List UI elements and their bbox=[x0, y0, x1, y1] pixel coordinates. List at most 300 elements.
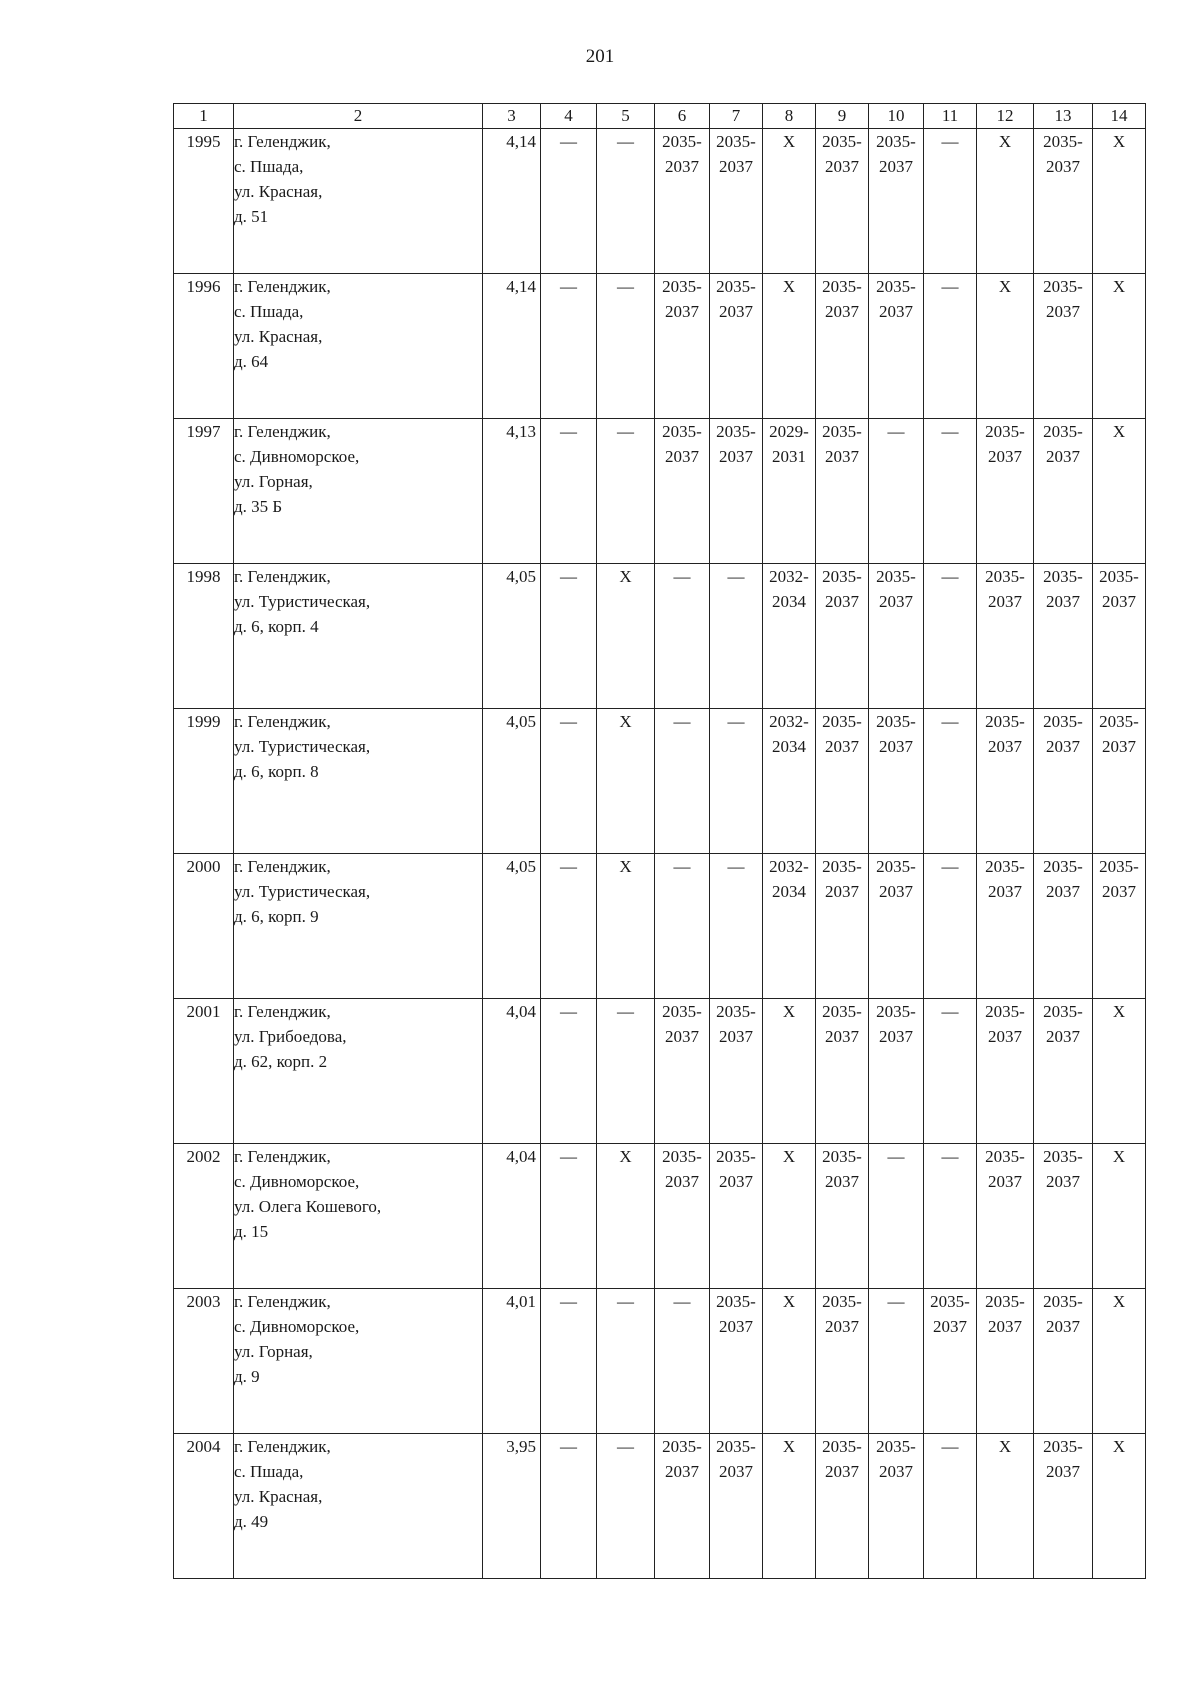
period-text: 2035- bbox=[985, 1292, 1025, 1311]
dash-mark: — bbox=[941, 1002, 959, 1021]
column-header: 2 bbox=[234, 104, 483, 129]
period-text: 2037 bbox=[988, 882, 1022, 901]
column-header: 7 bbox=[710, 104, 763, 129]
period-text: 2035- bbox=[1043, 1002, 1083, 1021]
period-text: 2035- bbox=[662, 422, 702, 441]
period-text: 2035- bbox=[716, 1002, 756, 1021]
row-number: 1998 bbox=[174, 564, 234, 709]
period-cell bbox=[541, 129, 597, 274]
period-cell bbox=[541, 1144, 597, 1289]
address-line: с. Дивноморское, bbox=[234, 447, 360, 466]
period-cell bbox=[710, 419, 763, 564]
column-header: 9 bbox=[816, 104, 869, 129]
table-row bbox=[174, 274, 1146, 419]
period-text: 2035- bbox=[662, 1437, 702, 1456]
dash-mark: — bbox=[560, 132, 577, 151]
value-cell: 4,14 bbox=[483, 274, 541, 419]
period-text: 2037 bbox=[825, 882, 859, 901]
period-cell bbox=[541, 854, 597, 999]
address-line: ул. Красная, bbox=[234, 327, 323, 346]
period-text: 2035- bbox=[876, 277, 916, 296]
dash-mark: — bbox=[617, 1002, 634, 1021]
period-text: 2035- bbox=[1043, 422, 1083, 441]
period-text: 2035- bbox=[822, 1147, 862, 1166]
dash-mark: — bbox=[560, 712, 577, 731]
period-cell bbox=[655, 1289, 710, 1434]
period-cell bbox=[816, 999, 869, 1144]
period-text: 2037 bbox=[719, 1317, 753, 1336]
period-text: 2037 bbox=[825, 1317, 859, 1336]
period-cell bbox=[597, 274, 655, 419]
period-cell bbox=[597, 419, 655, 564]
address-cell bbox=[234, 1144, 483, 1289]
address-line: с. Пшада, bbox=[234, 302, 304, 321]
period-cell bbox=[710, 854, 763, 999]
period-cell bbox=[655, 1144, 710, 1289]
value-cell: 4,04 bbox=[483, 999, 541, 1144]
period-text: 2037 bbox=[1046, 737, 1080, 756]
period-cell bbox=[763, 1289, 816, 1434]
period-cell bbox=[1034, 1434, 1093, 1579]
period-text: 2035- bbox=[876, 857, 916, 876]
period-text: 2032- bbox=[769, 857, 809, 876]
address-line: д. 35 Б bbox=[234, 497, 283, 516]
address-cell bbox=[234, 999, 483, 1144]
period-text: 2035- bbox=[822, 712, 862, 731]
period-cell bbox=[924, 419, 977, 564]
dash-mark: — bbox=[727, 712, 745, 731]
address-cell bbox=[234, 709, 483, 854]
period-cell bbox=[597, 1434, 655, 1579]
dash-mark: — bbox=[673, 712, 691, 731]
period-cell bbox=[924, 1144, 977, 1289]
table-row bbox=[174, 129, 1146, 274]
period-cell bbox=[869, 709, 924, 854]
x-mark: X bbox=[782, 1437, 796, 1456]
column-header: 14 bbox=[1093, 104, 1146, 129]
address-line: д. 64 bbox=[234, 352, 269, 371]
period-cell bbox=[977, 854, 1034, 999]
address-line: г. Геленджик, bbox=[234, 277, 331, 296]
address-cell bbox=[234, 129, 483, 274]
period-cell bbox=[1034, 274, 1093, 419]
period-text: 2035- bbox=[716, 132, 756, 151]
dash-mark: — bbox=[727, 567, 745, 586]
period-cell bbox=[763, 709, 816, 854]
period-cell bbox=[1034, 1289, 1093, 1434]
column-header: 3 bbox=[483, 104, 541, 129]
address-line: ул. Туристическая, bbox=[234, 592, 371, 611]
period-cell bbox=[1034, 854, 1093, 999]
period-text: 2037 bbox=[1102, 737, 1136, 756]
period-text: 2034 bbox=[772, 592, 806, 611]
dash-mark: — bbox=[560, 277, 577, 296]
period-cell bbox=[924, 564, 977, 709]
period-cell bbox=[763, 999, 816, 1144]
period-cell bbox=[1034, 129, 1093, 274]
period-text: 2037 bbox=[988, 447, 1022, 466]
period-text: 2037 bbox=[1046, 302, 1080, 321]
period-text: 2037 bbox=[825, 737, 859, 756]
dash-mark: — bbox=[941, 1437, 959, 1456]
period-text: 2037 bbox=[825, 302, 859, 321]
dash-mark: — bbox=[560, 1437, 577, 1456]
x-mark: X bbox=[1112, 1292, 1126, 1311]
period-text: 2035- bbox=[822, 1292, 862, 1311]
period-text: 2035- bbox=[822, 857, 862, 876]
period-cell bbox=[869, 1289, 924, 1434]
period-text: 2035- bbox=[985, 1147, 1025, 1166]
period-cell bbox=[869, 854, 924, 999]
address-line: ул. Туристическая, bbox=[234, 882, 371, 901]
period-cell bbox=[597, 564, 655, 709]
dash-mark: — bbox=[560, 1292, 577, 1311]
period-cell bbox=[869, 274, 924, 419]
period-text: 2035- bbox=[1043, 1292, 1083, 1311]
period-cell bbox=[924, 1434, 977, 1579]
period-text: 2035- bbox=[876, 1002, 916, 1021]
registry-table bbox=[173, 103, 1146, 1579]
period-cell bbox=[816, 274, 869, 419]
header-row bbox=[174, 104, 1146, 129]
period-text: 2037 bbox=[879, 1462, 913, 1481]
period-text: 2037 bbox=[1046, 882, 1080, 901]
period-text: 2035- bbox=[662, 1147, 702, 1166]
x-mark: X bbox=[782, 1292, 796, 1311]
address-line: д. 49 bbox=[234, 1512, 269, 1531]
period-text: 2035- bbox=[1043, 567, 1083, 586]
period-cell bbox=[763, 274, 816, 419]
period-text: 2029- bbox=[769, 422, 809, 441]
period-cell bbox=[710, 1144, 763, 1289]
dash-mark: — bbox=[560, 567, 577, 586]
period-cell bbox=[763, 419, 816, 564]
address-line: с. Пшада, bbox=[234, 157, 304, 176]
x-mark: X bbox=[1112, 132, 1126, 151]
period-text: 2037 bbox=[665, 157, 699, 176]
address-line: с. Дивноморское, bbox=[234, 1317, 360, 1336]
period-text: 2035- bbox=[876, 712, 916, 731]
column-header: 12 bbox=[977, 104, 1034, 129]
period-cell bbox=[816, 419, 869, 564]
period-text: 2035- bbox=[716, 1437, 756, 1456]
dash-mark: — bbox=[617, 132, 634, 151]
period-cell bbox=[763, 1434, 816, 1579]
period-cell bbox=[1034, 1144, 1093, 1289]
table-row bbox=[174, 709, 1146, 854]
period-cell bbox=[710, 274, 763, 419]
period-cell bbox=[597, 1289, 655, 1434]
period-text: 2035- bbox=[1043, 277, 1083, 296]
dash-mark: — bbox=[941, 132, 959, 151]
period-text: 2037 bbox=[719, 1027, 753, 1046]
period-cell bbox=[655, 854, 710, 999]
dash-mark: — bbox=[560, 1147, 577, 1166]
address-line: д. 15 bbox=[234, 1222, 269, 1241]
period-text: 2035- bbox=[716, 1147, 756, 1166]
period-text: 2035- bbox=[1043, 1147, 1083, 1166]
period-cell bbox=[816, 129, 869, 274]
period-cell bbox=[869, 419, 924, 564]
period-text: 2037 bbox=[719, 447, 753, 466]
period-text: 2037 bbox=[665, 447, 699, 466]
period-cell bbox=[541, 419, 597, 564]
table-row bbox=[174, 1289, 1146, 1434]
dash-mark: — bbox=[617, 1292, 634, 1311]
period-cell bbox=[1093, 709, 1146, 854]
period-text: 2037 bbox=[988, 1027, 1022, 1046]
period-cell bbox=[869, 564, 924, 709]
period-text: 2035- bbox=[876, 132, 916, 151]
address-cell bbox=[234, 854, 483, 999]
period-text: 2035- bbox=[930, 1292, 970, 1311]
period-cell bbox=[710, 999, 763, 1144]
x-mark: X bbox=[1112, 277, 1126, 296]
period-cell bbox=[977, 1289, 1034, 1434]
period-cell bbox=[541, 709, 597, 854]
address-line: д. 9 bbox=[234, 1367, 260, 1386]
period-cell bbox=[541, 1434, 597, 1579]
dash-mark: — bbox=[560, 1002, 577, 1021]
period-cell bbox=[1093, 1144, 1146, 1289]
row-number: 1995 bbox=[174, 129, 234, 274]
dash-mark: — bbox=[617, 422, 634, 441]
period-text: 2032- bbox=[769, 567, 809, 586]
address-line: г. Геленджик, bbox=[234, 132, 331, 151]
dash-mark: — bbox=[673, 857, 691, 876]
period-cell bbox=[977, 564, 1034, 709]
period-cell bbox=[924, 274, 977, 419]
x-mark: X bbox=[998, 132, 1012, 151]
period-cell bbox=[710, 709, 763, 854]
row-number: 1996 bbox=[174, 274, 234, 419]
address-line: ул. Горная, bbox=[234, 472, 313, 491]
address-line: д. 6, корп. 4 bbox=[234, 617, 319, 636]
period-cell bbox=[541, 564, 597, 709]
dash-mark: — bbox=[941, 277, 959, 296]
address-line: д. 62, корп. 2 bbox=[234, 1052, 328, 1071]
period-cell bbox=[924, 709, 977, 854]
period-text: 2035- bbox=[1043, 1437, 1083, 1456]
table-row bbox=[174, 564, 1146, 709]
value-cell: 4,01 bbox=[483, 1289, 541, 1434]
dash-mark: — bbox=[560, 422, 577, 441]
period-text: 2037 bbox=[825, 1462, 859, 1481]
period-text: 2037 bbox=[879, 157, 913, 176]
period-cell bbox=[869, 1434, 924, 1579]
x-mark: X bbox=[998, 1437, 1012, 1456]
period-cell bbox=[977, 419, 1034, 564]
period-cell bbox=[924, 854, 977, 999]
column-header: 10 bbox=[869, 104, 924, 129]
period-cell bbox=[597, 999, 655, 1144]
address-line: г. Геленджик, bbox=[234, 567, 331, 586]
period-text: 2037 bbox=[1046, 1172, 1080, 1191]
period-cell bbox=[1093, 274, 1146, 419]
period-text: 2037 bbox=[1102, 882, 1136, 901]
period-text: 2037 bbox=[1046, 1027, 1080, 1046]
period-text: 2035- bbox=[1099, 567, 1139, 586]
x-mark: X bbox=[782, 132, 796, 151]
period-text: 2035- bbox=[822, 567, 862, 586]
period-text: 2035- bbox=[662, 277, 702, 296]
address-cell bbox=[234, 564, 483, 709]
address-line: ул. Красная, bbox=[234, 182, 323, 201]
dash-mark: — bbox=[673, 1292, 691, 1311]
address-cell bbox=[234, 274, 483, 419]
dash-mark: — bbox=[617, 1437, 634, 1456]
period-text: 2037 bbox=[719, 302, 753, 321]
period-text: 2037 bbox=[933, 1317, 967, 1336]
period-text: 2037 bbox=[719, 157, 753, 176]
period-text: 2037 bbox=[825, 1172, 859, 1191]
dash-mark: — bbox=[673, 567, 691, 586]
period-cell bbox=[710, 129, 763, 274]
x-mark: X bbox=[998, 277, 1012, 296]
period-text: 2035- bbox=[822, 132, 862, 151]
period-cell bbox=[541, 1289, 597, 1434]
period-text: 2037 bbox=[988, 1172, 1022, 1191]
period-cell bbox=[1034, 999, 1093, 1144]
period-cell bbox=[816, 1144, 869, 1289]
value-cell: 4,05 bbox=[483, 709, 541, 854]
period-cell bbox=[816, 564, 869, 709]
period-text: 2035- bbox=[716, 422, 756, 441]
address-line: ул. Олега Кошевого, bbox=[234, 1197, 382, 1216]
period-cell bbox=[1093, 1434, 1146, 1579]
column-header: 6 bbox=[655, 104, 710, 129]
period-cell bbox=[655, 1434, 710, 1579]
table-row bbox=[174, 419, 1146, 564]
period-cell bbox=[924, 999, 977, 1144]
period-text: 2037 bbox=[665, 1027, 699, 1046]
period-text: 2037 bbox=[879, 1027, 913, 1046]
period-text: 2037 bbox=[1046, 157, 1080, 176]
period-cell bbox=[1093, 419, 1146, 564]
address-cell bbox=[234, 1289, 483, 1434]
period-text: 2034 bbox=[772, 882, 806, 901]
value-cell: 3,95 bbox=[483, 1434, 541, 1579]
period-text: 2035- bbox=[822, 422, 862, 441]
row-number: 2002 bbox=[174, 1144, 234, 1289]
row-number: 1999 bbox=[174, 709, 234, 854]
dash-mark: — bbox=[887, 422, 905, 441]
dash-mark: — bbox=[727, 857, 745, 876]
period-cell bbox=[655, 564, 710, 709]
column-header: 1 bbox=[174, 104, 234, 129]
period-text: 2035- bbox=[822, 1002, 862, 1021]
period-cell bbox=[710, 1434, 763, 1579]
period-cell bbox=[597, 1144, 655, 1289]
period-text: 2035- bbox=[662, 132, 702, 151]
dash-mark: — bbox=[941, 857, 959, 876]
period-text: 2035- bbox=[662, 1002, 702, 1021]
period-cell bbox=[655, 129, 710, 274]
table-row bbox=[174, 1434, 1146, 1579]
value-cell: 4,13 bbox=[483, 419, 541, 564]
period-text: 2035- bbox=[1043, 712, 1083, 731]
period-text: 2037 bbox=[1046, 1462, 1080, 1481]
table-row bbox=[174, 854, 1146, 999]
address-line: ул. Грибоедова, bbox=[234, 1027, 347, 1046]
value-cell: 4,14 bbox=[483, 129, 541, 274]
x-mark: X bbox=[782, 1147, 796, 1166]
period-cell bbox=[816, 854, 869, 999]
period-cell bbox=[1034, 419, 1093, 564]
period-cell bbox=[977, 999, 1034, 1144]
column-header: 4 bbox=[541, 104, 597, 129]
period-cell bbox=[977, 129, 1034, 274]
period-text: 2037 bbox=[665, 1462, 699, 1481]
period-text: 2037 bbox=[665, 1172, 699, 1191]
x-mark: X bbox=[619, 1147, 632, 1166]
x-mark: X bbox=[1112, 1002, 1126, 1021]
row-number: 2003 bbox=[174, 1289, 234, 1434]
address-line: г. Геленджик, bbox=[234, 1002, 331, 1021]
period-cell bbox=[541, 999, 597, 1144]
column-header: 11 bbox=[924, 104, 977, 129]
value-cell: 4,05 bbox=[483, 564, 541, 709]
period-cell bbox=[763, 1144, 816, 1289]
period-cell bbox=[924, 129, 977, 274]
dash-mark: — bbox=[617, 277, 634, 296]
period-text: 2037 bbox=[879, 592, 913, 611]
period-cell bbox=[977, 709, 1034, 854]
period-text: 2037 bbox=[719, 1172, 753, 1191]
table-row bbox=[174, 1144, 1146, 1289]
period-cell bbox=[655, 709, 710, 854]
address-line: г. Геленджик, bbox=[234, 1292, 331, 1311]
table-body bbox=[174, 129, 1146, 1579]
period-cell bbox=[816, 709, 869, 854]
x-mark: X bbox=[1112, 1437, 1126, 1456]
period-cell bbox=[977, 274, 1034, 419]
period-cell bbox=[816, 1434, 869, 1579]
period-text: 2037 bbox=[988, 737, 1022, 756]
period-text: 2035- bbox=[1099, 712, 1139, 731]
period-text: 2032- bbox=[769, 712, 809, 731]
address-line: д. 6, корп. 9 bbox=[234, 907, 319, 926]
dash-mark: — bbox=[941, 1147, 959, 1166]
period-cell bbox=[763, 564, 816, 709]
period-text: 2034 bbox=[772, 737, 806, 756]
period-cell bbox=[977, 1144, 1034, 1289]
x-mark: X bbox=[619, 567, 632, 586]
period-cell bbox=[869, 999, 924, 1144]
period-text: 2037 bbox=[825, 447, 859, 466]
dash-mark: — bbox=[887, 1147, 905, 1166]
period-text: 2037 bbox=[879, 737, 913, 756]
x-mark: X bbox=[619, 712, 632, 731]
address-line: г. Геленджик, bbox=[234, 422, 331, 441]
period-text: 2037 bbox=[1102, 592, 1136, 611]
period-cell bbox=[977, 1434, 1034, 1579]
row-number: 1997 bbox=[174, 419, 234, 564]
period-text: 2035- bbox=[1099, 857, 1139, 876]
column-header: 13 bbox=[1034, 104, 1093, 129]
period-cell bbox=[597, 129, 655, 274]
period-cell bbox=[869, 1144, 924, 1289]
period-text: 2037 bbox=[825, 157, 859, 176]
address-line: г. Геленджик, bbox=[234, 1437, 331, 1456]
address-cell bbox=[234, 419, 483, 564]
period-text: 2035- bbox=[876, 1437, 916, 1456]
value-cell: 4,05 bbox=[483, 854, 541, 999]
period-text: 2037 bbox=[825, 1027, 859, 1046]
value-cell: 4,04 bbox=[483, 1144, 541, 1289]
period-text: 2037 bbox=[988, 1317, 1022, 1336]
address-line: с. Дивноморское, bbox=[234, 1172, 360, 1191]
